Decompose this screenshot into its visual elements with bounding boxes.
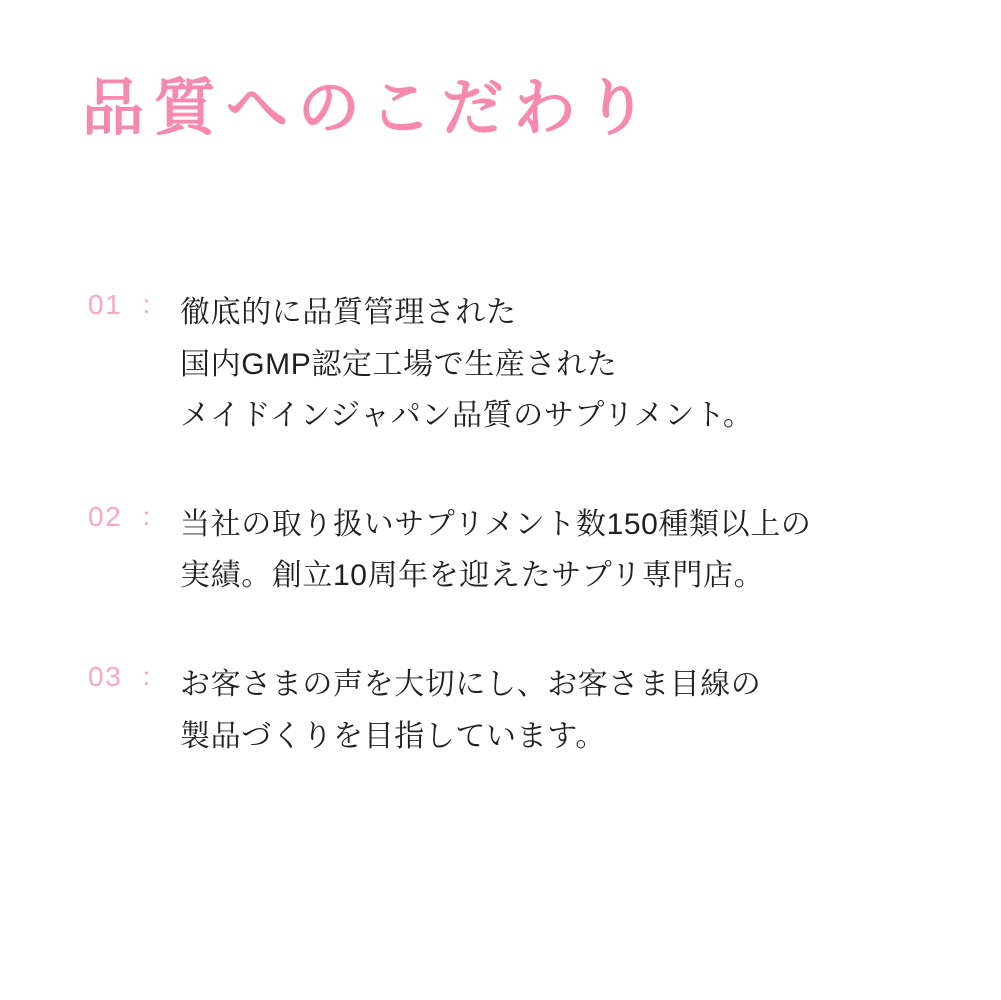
item-number: 01	[88, 289, 123, 320]
list-item	[0, 658, 1001, 762]
item-text	[180, 498, 1001, 602]
item-text-line: お客さまの声を大切にし、お客さま目線の	[180, 667, 762, 701]
item-number-group	[0, 658, 180, 696]
item-text-line: 製品づくりを目指しています。	[180, 719, 606, 753]
item-number-group	[0, 498, 180, 536]
item-text-line: メイドインジャパン品質のサプリメント。	[180, 399, 754, 433]
list-item	[0, 498, 1001, 602]
item-number: 02	[88, 500, 123, 532]
item-separator: ：	[140, 501, 167, 532]
item-text	[180, 286, 1001, 442]
item-text-line: 徹底的に品質管理された	[180, 296, 517, 329]
item-text	[180, 658, 1001, 762]
item-text-line: 国内GMP認定工場で生産された	[180, 347, 618, 381]
item-text-line: 実績。創立10周年を迎えたサプリ専門店。	[180, 559, 765, 593]
list-item	[0, 286, 1001, 442]
item-number-group	[0, 286, 180, 324]
item-separator: ：	[140, 290, 167, 320]
page-title: 品質へのこだわり	[82, 74, 658, 143]
item-number: 03	[88, 660, 123, 692]
commitment-list	[0, 286, 1001, 762]
item-text-line: 当社の取り扱いサプリメント数150種類以上の	[180, 507, 812, 541]
item-separator: ：	[140, 661, 167, 692]
